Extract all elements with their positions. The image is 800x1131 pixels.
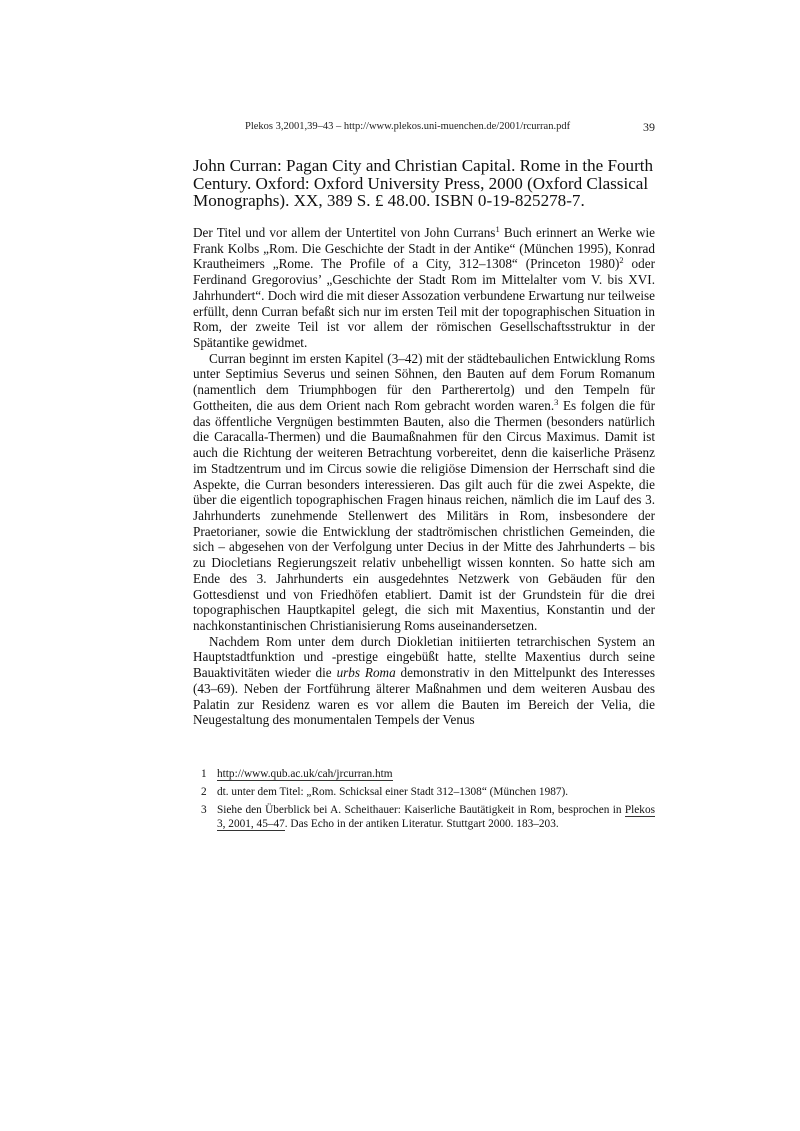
- footnote-3-text-post: . Das Echo in der antiken Literatur. Stuttgart 2000. 183–203.: [284, 818, 559, 831]
- footnotes: [193, 767, 655, 835]
- paragraph-3-text-b: demonstrativ in den Mittelpunkt des Interesses (43–69). Neben der Fortführung älterer Maßnahmen und dem weiteren Ausbau des Palatin zur Residenz waren es vor allem die Bauten im Bereich der Velia, die Neugestaltung des monumentalen Tempels der Venus: [193, 665, 655, 728]
- footnote-ref-3[interactable]: 3: [554, 396, 559, 407]
- paragraph-1-text-b: Buch erinnert an Werke wie Frank Kolbs „Rom. Die Geschichte der Stadt in der Antike“ (München 1995), Konrad Krautheimers „Rome. The Profile of a City, 312–1308“ (Princeton 1980): [193, 225, 655, 272]
- paragraph-3: [193, 634, 655, 728]
- paragraph-3-text-a: Nachdem Rom unter dem durch Diokletian initiierten tetrarchischen System an Hauptstadtfunktion und -prestige eingebüßt hatte, stellte Maxentius durch seine Bauaktivitäten wieder die: [193, 633, 655, 681]
- footnote-3-text-pre: Siehe den Überblick bei A. Scheithauer: Kaiserliche Bautätigkeit in Rom, besprochen in: [217, 803, 625, 816]
- paragraph-1-text-a: Der Titel und vor allem der Untertitel von John Currans: [193, 225, 496, 240]
- footnote-3-number: 3: [201, 803, 207, 816]
- footnote-3: [193, 803, 655, 833]
- paragraph-3-emphasis: urbs Roma: [336, 665, 396, 681]
- review-title: John Curran: Pagan City and Christian Capital. Rome in the Fourth Century. Oxford: Oxford University Press, 2000 (Oxford Classical Monographs). XX, 389 S. £ 48.00. ISBN 0-19-825278-7.: [193, 156, 654, 211]
- footnote-1-number: 1: [201, 768, 207, 780]
- footnote-1: [193, 767, 655, 782]
- paragraph-2-text-b: Es folgen die für das öffentliche Vergnügen bestimmten Bauten, also die Thermen (besonders natürlich die Caracalla-Thermen) und die Baumaßnahmen für den Circus Maximus. Damit ist auch die Richtung der weiteren Betrachtung vorbereitet, denn die kaiserliche Präsenz im Stadtzentrum und im Circus sowie die religiöse Dimension der Herrschaft sind die Aspekte, die Curran besonders interessieren. Das gilt auch für die zwei Aspekte, die über die eigentlich topographischen Fragen hinaus reichen, nämlich die im Lauf des 3. Jahrhunderts zunehmende Stellenwert des Militärs in Rom, insbesondere der Praetorianer, sowie die Entwicklung der stadtrömischen christlichen Gemeinden, die sich – abgesehen von der Verfolgung unter Decius in der Mitte des Jahrhunderts – bis zu Diocletians Regierungszeit relativ unbehelligt wissen konnten. So hatte sich am Ende des 3. Jahrhunderts ein ausgedehntes Netzwerk von Gebäuden für den Gottesdienst und von Friedhöfen etabliert. Damit ist der Grundstein für die drei topographischen Hauptkapitel gelegt, die sich mit Maxentius, Konstantin und der nachkonstantinischen Christianisierung Roms auseinandersetzen.: [193, 397, 655, 633]
- footnote-ref-2[interactable]: 2: [619, 255, 624, 266]
- running-header: [193, 121, 655, 135]
- page-number: 39: [643, 120, 655, 134]
- footnote-2-number: 2: [201, 785, 207, 798]
- footnote-2: [193, 785, 655, 800]
- paragraph-1-text-c: oder Ferdinand Gregorovius’ „Geschichte der Stadt Rom im Mittelalter vom V. bis XVI. Jahrhundert“. Doch wird die mit dieser Assozation verbundene Erwartung nur teilweise erfüllt, denn Curran befaßt sich nur im ersten Teil mit der topographischen Situation in Rom, der zweite Teil ist vor allem der römischen Gesellschaftsstruktur in der Spätantike gewidmet.: [193, 256, 655, 351]
- footnote-ref-1[interactable]: 1: [495, 224, 500, 234]
- running-title: Plekos 3,2001,39–43 – http://www.plekos.uni-muenchen.de/2001/rcurran.pdf: [245, 121, 571, 132]
- footnote-1-link[interactable]: http://www.qub.ac.uk/cah/jrcurran.htm: [217, 768, 393, 780]
- paragraph-2-text-a: Curran beginnt im ersten Kapitel (3–42) mit der städtebaulichen Entwicklung Roms unter Septimius Severus und seinen Söhnen, den Bauten auf dem Forum Romanum (namentlich dem Triumphbogen für den Partherertolg) und den Tempeln für Gottheiten, die aus dem Orient nach Rom gebracht worden waren.: [193, 350, 655, 413]
- paragraph-2: [193, 351, 655, 634]
- footnote-3-link[interactable]: Plekos 3, 2001, 45–47: [217, 803, 655, 831]
- review-body: [193, 225, 655, 728]
- footnote-2-text: dt. unter dem Titel: „Rom. Schicksal einer Stadt 312–1308“ (München 1987).: [217, 785, 569, 798]
- paragraph-1: [193, 225, 655, 351]
